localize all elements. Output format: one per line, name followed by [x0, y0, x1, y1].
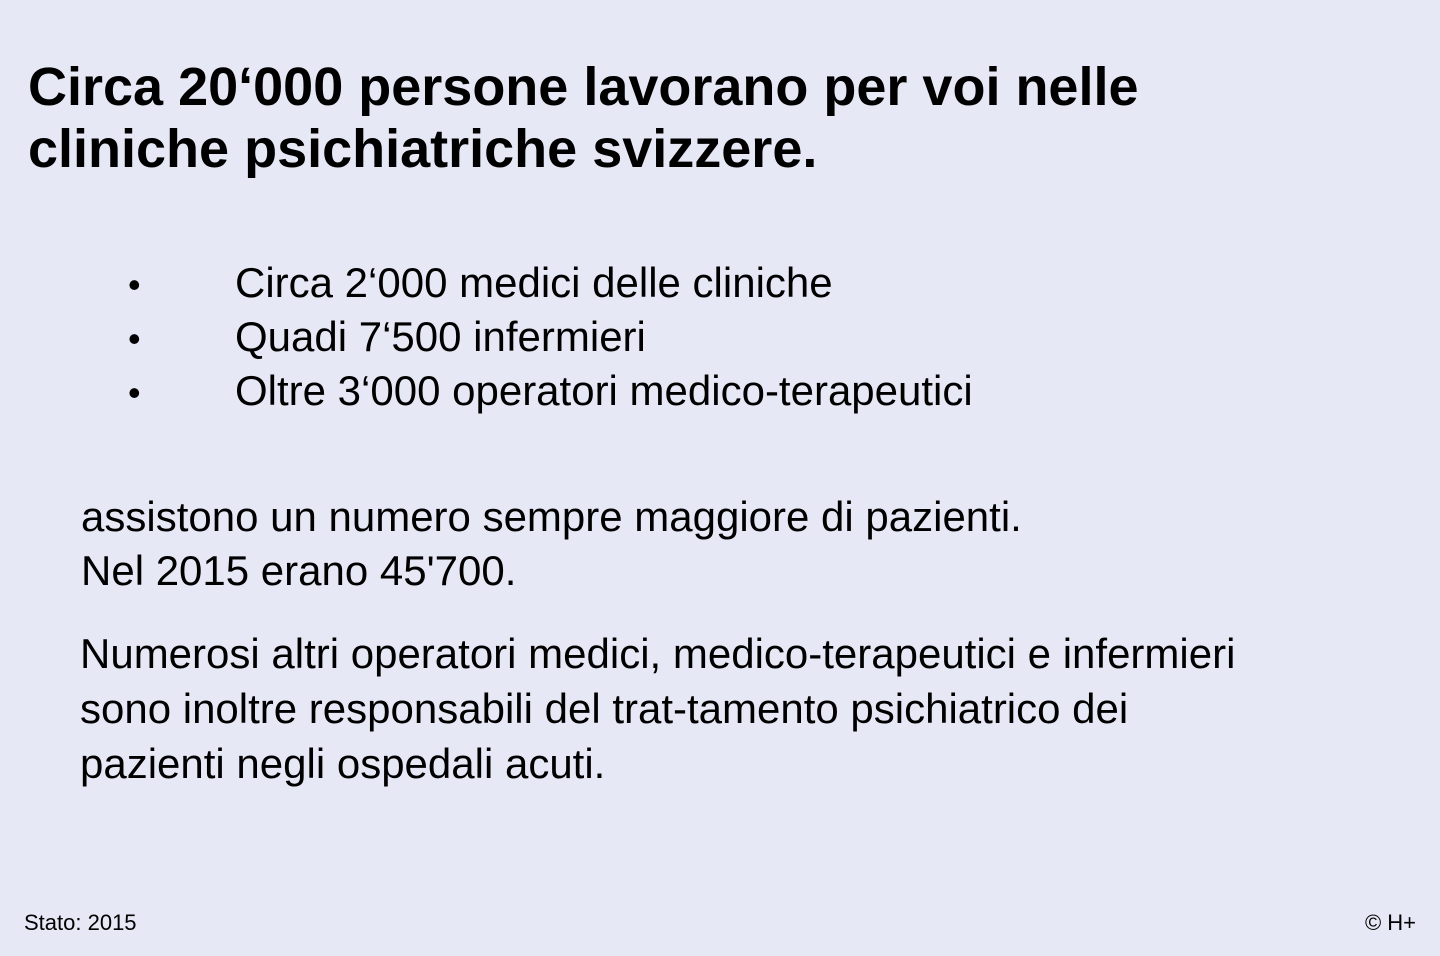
patients-paragraph [81, 490, 1022, 598]
staff-bullet-list [128, 256, 973, 418]
other-operators-paragraph [80, 626, 1235, 791]
copyright-notice: © H+ [1364, 910, 1416, 935]
other-operators-line-3: pazienti negli ospedali acuti. [80, 740, 606, 787]
bullet-text: Oltre 3‘000 operatori medico-terapeutici [235, 367, 973, 414]
bullet-icon: • [128, 264, 141, 305]
title-line-2: cliniche psichiatriche svizzere. [28, 119, 818, 179]
title-line-1: Circa 20‘000 persone lavorano per voi nelle [28, 57, 1139, 117]
patients-line-1: assistono un numero sempre maggiore di pazienti. [81, 493, 1022, 540]
status-date: Stato: 2015 [24, 910, 137, 935]
bullet-item-therapists [128, 364, 973, 418]
slide-title [28, 56, 1328, 180]
bullet-icon: • [128, 318, 141, 359]
bullet-text: Circa 2‘000 medici delle cliniche [235, 259, 833, 306]
other-operators-line-1: Numerosi altri operatori medici, medico-terapeutici e infermieri [80, 630, 1236, 677]
bullet-item-doctors [128, 256, 973, 310]
other-operators-line-2: sono inoltre responsabili del trat-tamento psichiatrico dei [80, 685, 1129, 732]
bullet-text: Quadi 7‘500 infermieri [235, 313, 646, 360]
patients-line-2: Nel 2015 erano 45'700. [81, 547, 517, 594]
bullet-item-nurses [128, 310, 973, 364]
bullet-icon: • [128, 372, 141, 413]
